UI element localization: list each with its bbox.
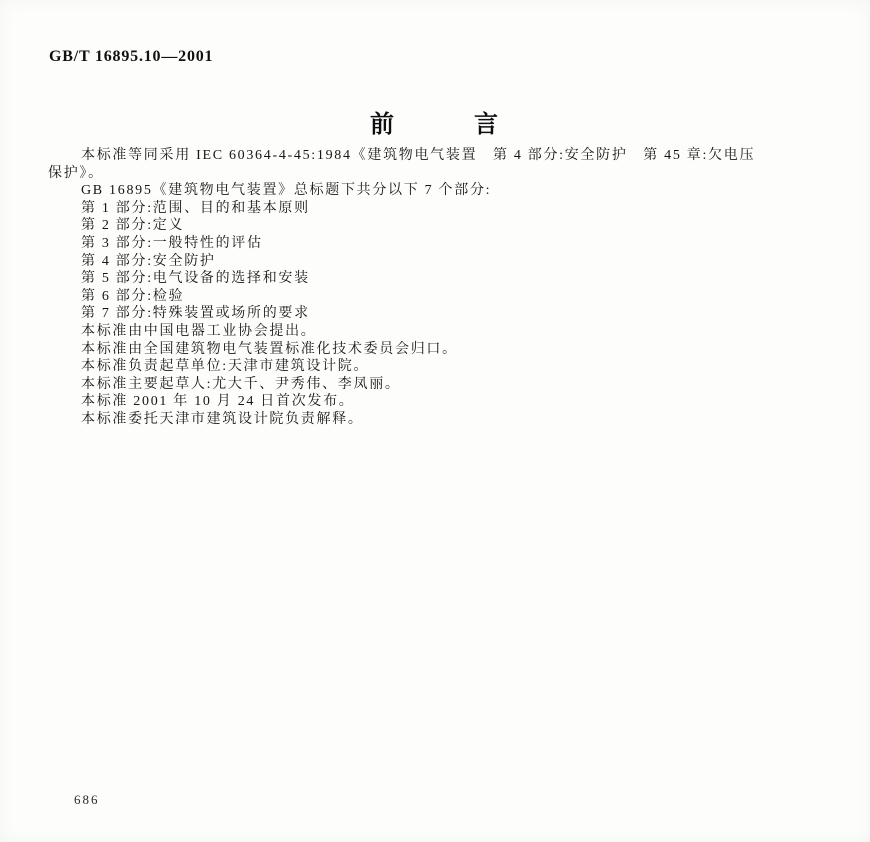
text-line: 第 5 部分:电气设备的选择和安装 <box>81 271 310 287</box>
text-line: 第 3 部分:一般特性的评估 <box>81 235 263 251</box>
standard-number: GB/T 16895.10—2001 <box>49 48 214 65</box>
text-line: 本标准主要起草人:尤大千、尹秀伟、李凤丽。 <box>81 376 401 392</box>
text-line: 本标准负责起草单位:天津市建筑设计院。 <box>81 359 370 375</box>
text-line: 第 2 部分:定义 <box>81 218 185 234</box>
text-line: 本标准由中国电器工业协会提出。 <box>81 323 317 339</box>
text-line: 保护》。 <box>48 165 104 181</box>
text-line: 第 4 部分:安全防护 <box>81 253 216 269</box>
text-line: 本标准等同采用 IEC 60364-4-45:1984《建筑物电气装置 第 4 部分:安全防护 第 45 章:欠电压 <box>81 148 756 163</box>
text-line: GB 16895《建筑物电气装置》总标题下共分以下 7 个部分: <box>81 183 492 199</box>
text-line: 本标准由全国建筑物电气装置标准化技术委员会归口。 <box>81 341 458 357</box>
text-line: 第 1 部分:范围、目的和基本原则 <box>81 200 310 216</box>
document-body <box>48 147 840 429</box>
page-title: 前 言 <box>370 112 500 138</box>
page-number: 686 <box>74 792 100 807</box>
text-line: 本标准 2001 年 10 月 24 日首次发布。 <box>81 394 355 410</box>
text-line: 第 7 部分:特殊装置或场所的要求 <box>81 306 310 322</box>
text-line: 第 6 部分:检验 <box>81 288 185 304</box>
text-line: 本标准委托天津市建筑设计院负责解释。 <box>81 411 364 427</box>
